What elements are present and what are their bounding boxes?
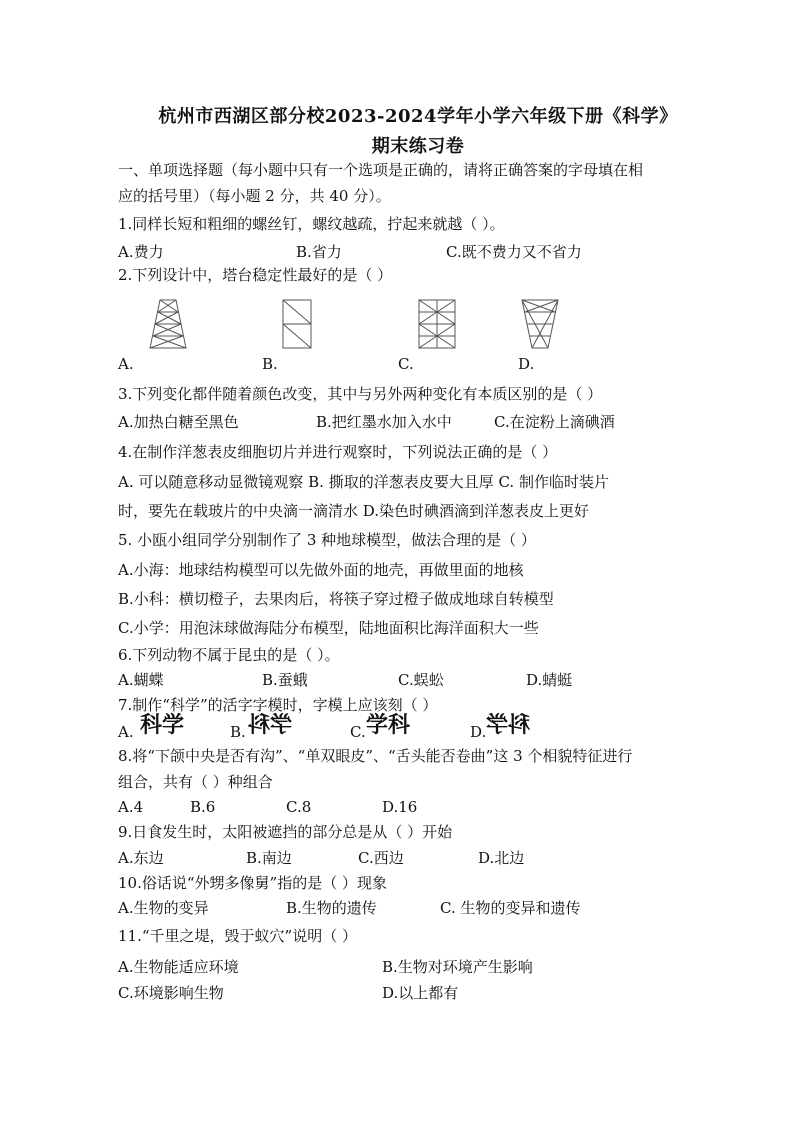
question-2: 2.下列设计中，塔台稳定性最好的是（ ） [118,266,393,284]
question-7: 7.制作“科学”的活字字模时，字模上应该刻（ ） [118,696,438,714]
q5-option-b: B.小科：横切橙子，去果肉后，将筷子穿过橙子做成地球自转模型 [118,590,554,608]
q8-option-c: C.8 [286,798,312,816]
q3-option-a: A.加热白糖至黑色 [118,413,239,431]
q6-option-b: B.蚕蛾 [262,671,308,689]
q4-options-cont: 时，要先在载玻片的中央滴一滴清水 D.染色时碘酒滴到洋葱表皮上更好 [118,502,590,520]
q7-glyph-b-mirrored: 学科 [248,713,293,738]
q8-option-d: D.16 [382,798,418,816]
question-1: 1.同样长短和粗细的螺丝钉，螺纹越疏，拧起来就越（ ）。 [118,215,505,233]
tower-a-diagram [148,298,188,350]
q11-option-c: C.环境影响生物 [118,984,224,1002]
q6-option-c: C.蜈蚣 [398,671,444,689]
q9-option-d: D.北边 [478,849,525,867]
q1-option-b: B.省力 [296,243,342,261]
q7-option-a: A. [118,723,134,741]
page-subtitle: 期末练习卷 [371,136,465,157]
q9-option-b: B.南边 [246,849,292,867]
q5-option-a: A.小海：地球结构模型可以先做外面的地壳，再做里面的地核 [118,561,524,579]
question-4: 4.在制作洋葱表皮细胞切片并进行观察时，下列说法正确的是（ ） [118,443,558,461]
tower-c-diagram [418,298,456,350]
question-8: 8.将“下颌中央是否有沟”、“单双眼皮”、“舌头能否卷曲”这 3 个相貌特征进行 [118,747,633,765]
q2-option-c: C. [398,355,414,373]
question-10: 10.俗话说“外甥多像舅”指的是（ ）现象 [118,874,387,892]
q2-option-a: A. [118,355,134,373]
question-5: 5. 小瓯小组同学分别制作了 3 种地球模型，做法合理的是（ ） [118,531,536,549]
q10-option-c: C. 生物的变异和遗传 [440,899,581,917]
q1-option-a: A.费力 [118,243,164,261]
q3-option-b: B.把红墨水加入水中 [316,413,452,431]
page-title: 杭州市西湖区部分校2023-2024学年小学六年级下册《科学》 [158,106,678,127]
q8-option-a: A.4 [118,798,144,816]
q2-option-b: B. [262,355,278,373]
q4-options: A. 可以随意移动显微镜观察 B. 撕取的洋葱表皮要大且厚 C. 制作临时装片 [118,473,609,491]
q7-option-c: C. [350,723,366,741]
q11-option-b: B.生物对环境产生影响 [382,958,533,976]
q9-option-c: C.西边 [358,849,404,867]
q7-glyph-c: 学科 [366,713,411,738]
question-11: 11.“千里之堤，毁于蚁穴”说明（ ） [118,927,357,945]
question-6: 6.下列动物不属于昆虫的是（ ）。 [118,646,340,664]
section-heading: 一、单项选择题（每小题中只有一个选项是正确的，请将正确答案的字母填在相 [118,161,644,179]
q7-option-b: B. [230,723,246,741]
tower-d-diagram [520,298,560,350]
q10-option-a: A.生物的变异 [118,899,209,917]
q3-option-c: C.在淀粉上滴碘酒 [494,413,615,431]
q7-glyph-d-mirrored: 科学 [486,713,531,738]
q11-option-d: D.以上都有 [382,984,459,1002]
q10-option-b: B.生物的遗传 [286,899,377,917]
tower-b-diagram [282,298,312,350]
q9-option-a: A.东边 [118,849,164,867]
question-3: 3.下列变化都伴随着颜色改变，其中与另外两种变化有本质区别的是（ ） [118,385,603,403]
q8-option-b: B.6 [190,798,216,816]
q11-option-a: A.生物能适应环境 [118,958,239,976]
q7-glyph-a: 科学 [140,713,185,738]
question-9: 9.日食发生时，太阳被遮挡的部分总是从（ ）开始 [118,823,453,841]
q6-option-d: D.蜻蜓 [526,671,573,689]
question-8-cont: 组合，共有（ ）种组合 [118,773,273,791]
q1-option-c: C.既不费力又不省力 [446,243,582,261]
q6-option-a: A.蝴蝶 [118,671,164,689]
q7-option-d: D. [470,723,487,741]
q5-option-c: C.小学：用泡沫球做海陆分布模型，陆地面积比海洋面积大一些 [118,619,539,637]
section-heading-cont: 应的括号里）（每小题 2 分，共 40 分）。 [118,187,391,205]
q2-option-d: D. [518,355,535,373]
